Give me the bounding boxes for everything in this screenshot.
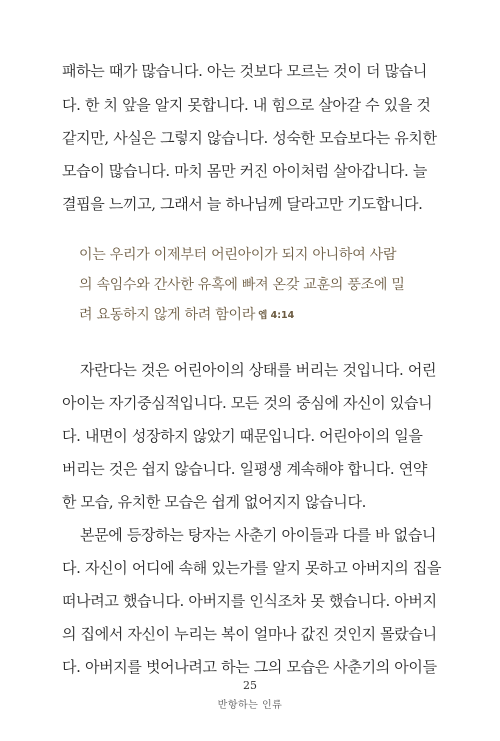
paragraph-2-line-2: 아이는 자기중심적입니다. 모든 것의 중심에 자신이 있습니 — [62, 394, 433, 412]
running-title: 반항하는 인류 — [217, 700, 283, 711]
paragraph-3-line-1: 본문에 등장하는 탕자는 사춘기 아이들과 다를 바 없습니 — [80, 526, 437, 544]
paragraph-3-line-5: 다. 아버지를 벗어나려고 하는 그의 모습은 사춘기의 아이들 — [62, 658, 437, 676]
quote-line-2: 의 속임수와 간사한 유혹에 빠져 온갖 교훈의 풍조에 밀 — [79, 277, 405, 293]
paragraph-1-line-4: 모습이 많습니다. 마치 몸만 커진 아이처럼 살아갑니다. 늘 — [62, 162, 427, 180]
paragraph-3-line-2: 다. 자신이 어디에 속해 있는가를 알지 못하고 아버지의 집을 — [62, 559, 442, 577]
paragraph-1-line-3: 같지만, 사실은 그렇지 않습니다. 성숙한 모습보다는 유치한 — [62, 129, 437, 147]
paragraph-2-line-1: 자란다는 것은 어린아이의 상태를 버리는 것입니다. 어린 — [80, 361, 437, 379]
paragraph-2-line-4: 버리는 것은 쉽지 않습니다. 일평생 계속해야 합니다. 연약 — [62, 460, 427, 478]
quote-line-3 — [79, 306, 294, 325]
paragraph-3-line-4: 의 집에서 자신이 누리는 복이 얼마나 값진 것인지 몰랐습니 — [62, 625, 437, 643]
paragraph-1-line-1: 패하는 때가 많습니다. 아는 것보다 모르는 것이 더 많습니 — [62, 62, 427, 80]
paragraph-3-line-3: 떠나려고 했습니다. 아버지를 인식조차 못 했습니다. 아버지 — [62, 592, 437, 610]
quote-line-1: 이는 우리가 이제부터 어린아이가 되지 아니하여 사람 — [79, 247, 397, 263]
quote-line-3-text: 려 요동하지 않게 하려 함이라 — [79, 307, 256, 323]
paragraph-1-line-2: 다. 한 치 앞을 알지 못합니다. 내 힘으로 살아갈 수 있을 것 — [62, 96, 431, 114]
scripture-reference: 엡 4:14 — [258, 310, 295, 321]
paragraph-2-line-5: 한 모습, 유치한 모습은 쉽게 없어지지 않습니다. — [62, 493, 367, 511]
paragraph-2-line-3: 다. 내면이 성장하지 않았기 때문입니다. 어린아이의 일을 — [62, 427, 423, 445]
paragraph-1-line-5: 결핍을 느끼고, 그래서 늘 하나님께 달라고만 기도합니다. — [62, 195, 423, 213]
page-number: 25 — [243, 679, 257, 692]
